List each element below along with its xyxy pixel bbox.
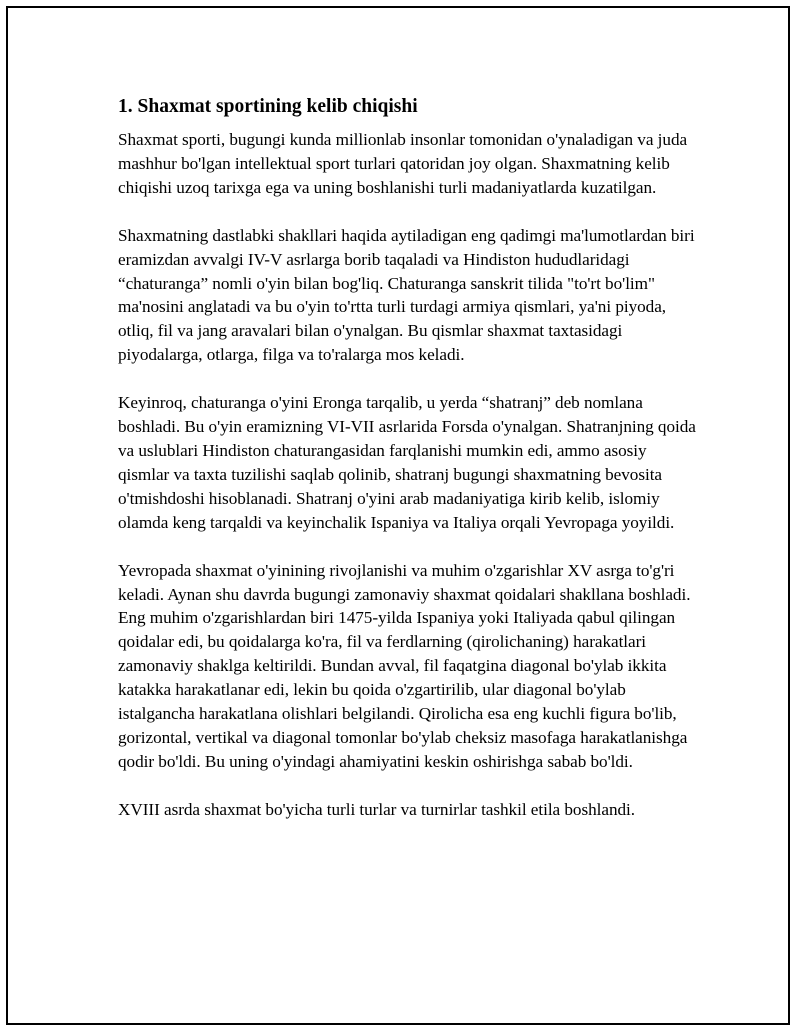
paragraph-europe: Yevropada shaxmat o'yinining rivojlanishi va muhim o'zgarishlar XV asrga to'g'ri keladi. Aynan shu davrda bugungi zamonaviy shaxmat qoidalari shakllana boshladi. Eng muhim o'zgarishlardan biri 1475-yilda Ispaniya yoki Italiyada qabul qilingan qoidalar edi, bu qoidalarga ko'ra, fil va ferdlarning (qirolichaning) harakatlari zamonaviy shaklga keltirildi. Bundan avval, fil faqatgina diagonal bo'ylab ikkita katakka harakatlanar edi, lekin bu qoida o'zgartirilib, ular diagonal bo'ylab istalgancha harakatlana olishlari belgilandi. Qirolicha esa eng kuchli figura bo'lib, gorizontal, vertikal va diagonal tomonlar bo'ylab cheksiz masofaga harakatlanishga qodir bo'ldi. Bu uning o'yindagi ahamiyatini keskin oshirishga sabab bo'ldi. bbox=[118, 560, 691, 771]
document-body bbox=[118, 94, 698, 822]
paragraph-shatranj: Keyinroq, chaturanga o'yini Eronga tarqalib, u yerda “shatranj” deb nomlana boshladi. Bu o'yin eramizning VI-VII asrlarida Forsda o'ynalgan. Shatranjning qoida va uslublari Hindiston chaturangasidan farqlanishi mumkin edi, ammo asosiy qismlar va taxta tuzilishi saqlab qolinib, shatranj bugungi shaxmatning bevosita o'tmishdoshi hisoblanadi. Shatranj o'yini arab madaniyatiga kirib kelib, islomiy olamda keng tarqaldi va keyinchalik Ispaniya va Italiya orqali Yevropaga yoyildi. bbox=[118, 393, 696, 532]
paragraph-chaturanga: Shaxmatning dastlabki shakllari haqida aytiladigan eng qadimgi ma'lumotlardan biri eramizdan avvalgi IV-V asrlarga borib taqaladi va Hindiston hududlaridagi “chaturanga” nomli o'yin bilan bog'liq. Chaturanga sanskrit tilida "to'rt bo'lim" ma'nosini anglatadi va bu o'yin to'rtta turli turdagi armiya qismlari, ya'ni piyoda, otliq, fil va jang aravalari bilan o'ynalgan. Bu qismlar shaxmat taxtasidagi piyodalarga, otlarga, filga va to'ralarga mos keladi. bbox=[118, 225, 695, 365]
paragraph-intro: Shaxmat sporti, bugungi kunda millionlab insonlar tomonidan o'ynaladigan va juda mashhur bo'lgan intellektual sport turlari qatoridan joy olgan. Shaxmatning kelib chiqishi uzoq tarixga ega va uning boshlanishi turli madaniyatlarda kuzatilgan. bbox=[118, 130, 688, 197]
section-heading: 1. Shaxmat sportining kelib chiqishi bbox=[118, 96, 418, 117]
paragraph-xviii-century: XVIII asrda shaxmat bo'yicha turli turlar va turnirlar tashkil etila boshlandi. bbox=[118, 799, 636, 819]
